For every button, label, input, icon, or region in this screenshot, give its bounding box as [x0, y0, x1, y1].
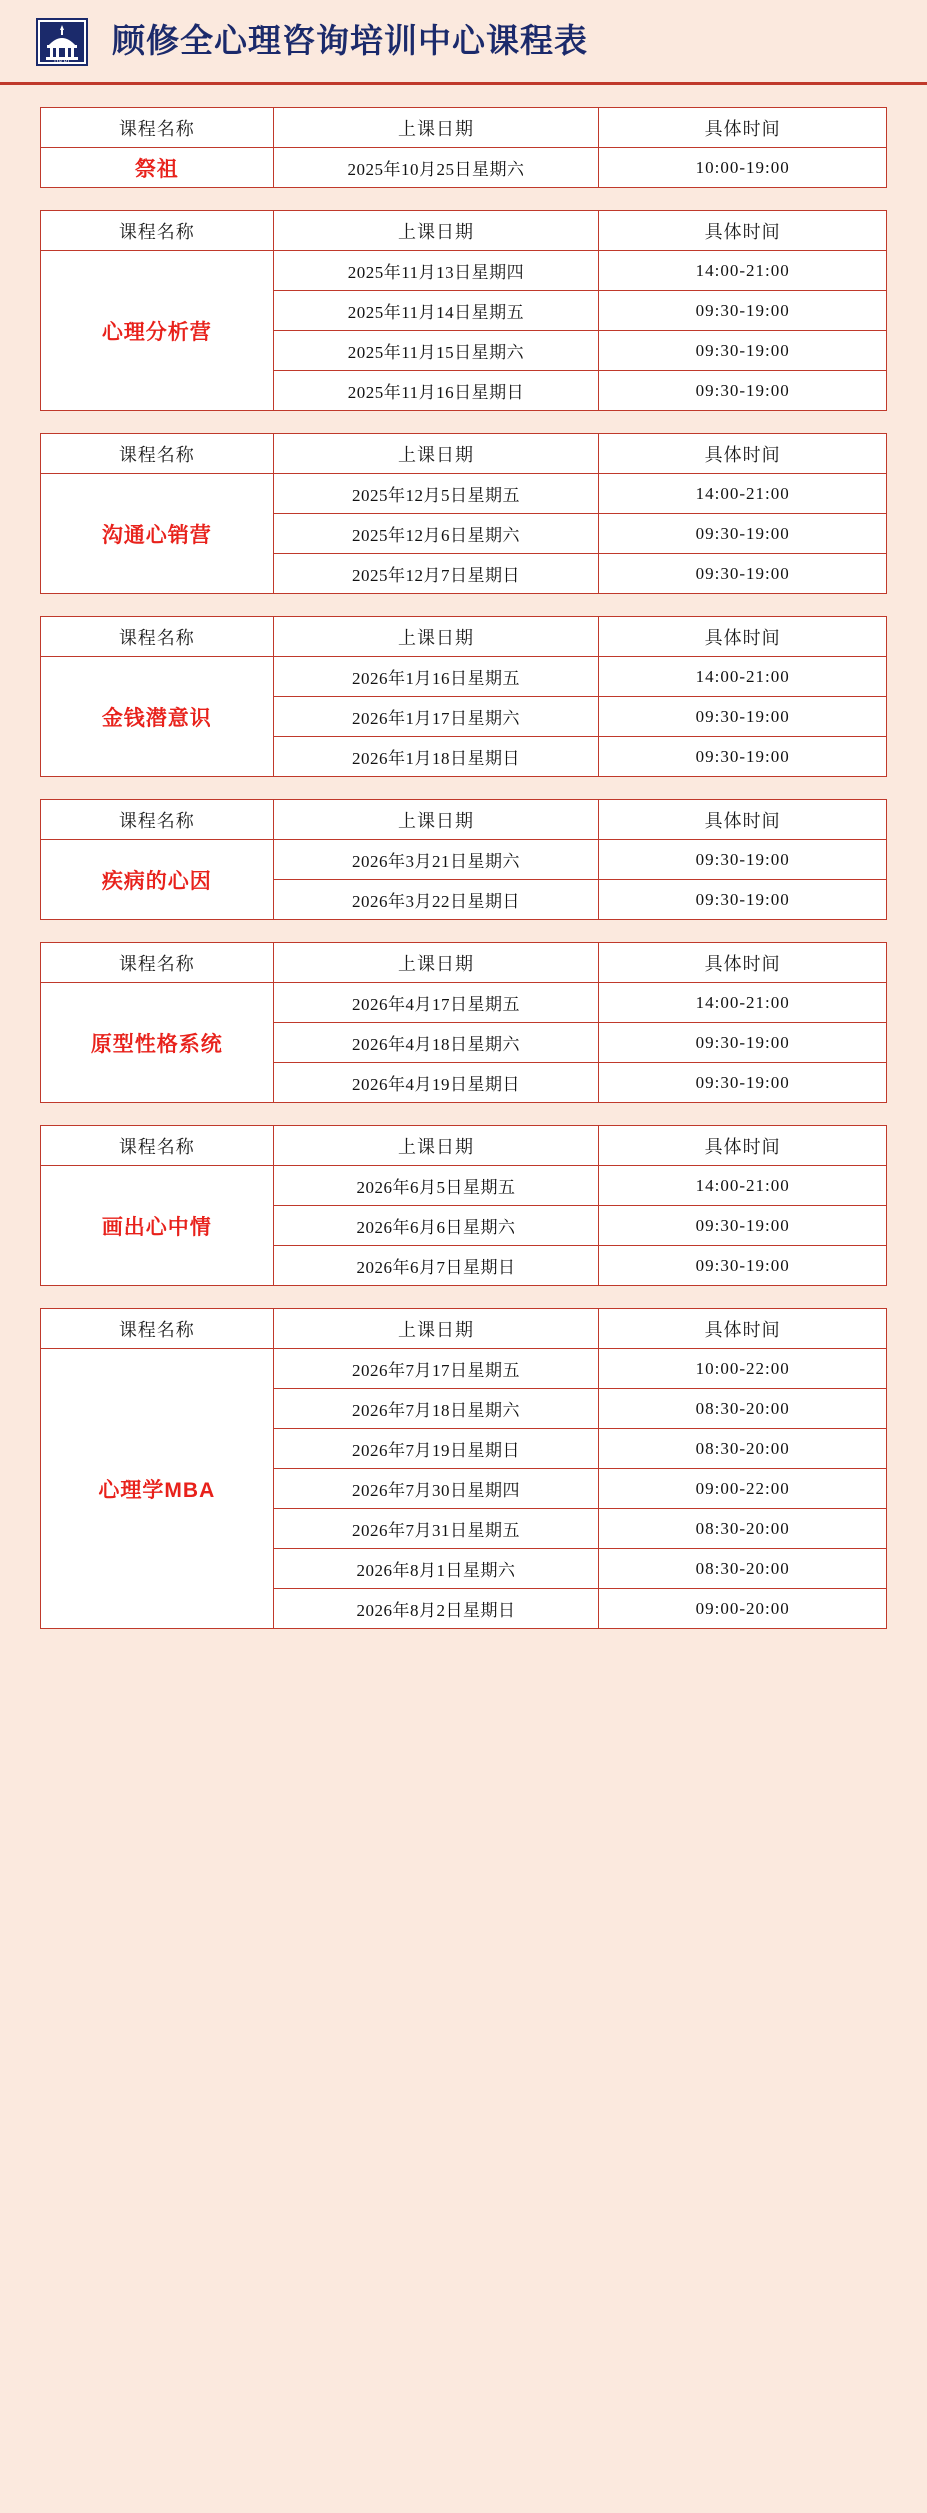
session-date: 2026年8月1日星期六 — [273, 1549, 599, 1589]
column-header-time: 具体时间 — [599, 1309, 887, 1349]
session-time: 09:30-19:00 — [599, 697, 887, 737]
session-date: 2026年8月2日星期日 — [273, 1589, 599, 1629]
session-time: 09:30-19:00 — [599, 840, 887, 880]
column-header-date: 上课日期 — [273, 1309, 599, 1349]
course-table — [40, 616, 887, 777]
column-header-name: 课程名称 — [41, 800, 274, 840]
session-time: 09:30-19:00 — [599, 1206, 887, 1246]
session-date: 2026年4月17日星期五 — [273, 983, 599, 1023]
session-time: 08:30-20:00 — [599, 1549, 887, 1589]
session-date: 2025年12月6日星期六 — [273, 514, 599, 554]
table-header-row — [41, 943, 887, 983]
session-date: 2026年7月30日星期四 — [273, 1469, 599, 1509]
session-date: 2025年12月5日星期五 — [273, 474, 599, 514]
session-date: 2025年12月7日星期日 — [273, 554, 599, 594]
course-name: 祭祖 — [41, 148, 274, 188]
session-date: 2026年6月5日星期五 — [273, 1166, 599, 1206]
session-time: 09:30-19:00 — [599, 1023, 887, 1063]
table-header-row — [41, 617, 887, 657]
table-header-row — [41, 108, 887, 148]
column-header-name: 课程名称 — [41, 211, 274, 251]
session-time: 09:00-22:00 — [599, 1469, 887, 1509]
column-header-time: 具体时间 — [599, 211, 887, 251]
session-time: 14:00-21:00 — [599, 657, 887, 697]
column-header-date: 上课日期 — [273, 617, 599, 657]
course-table — [40, 1125, 887, 1286]
session-date: 2026年1月16日星期五 — [273, 657, 599, 697]
session-date: 2026年3月21日星期六 — [273, 840, 599, 880]
institute-logo-icon — [28, 12, 96, 72]
column-header-name: 课程名称 — [41, 1309, 274, 1349]
course-name: 沟通心销营 — [41, 474, 274, 594]
course-table — [40, 433, 887, 594]
table-header-row — [41, 800, 887, 840]
session-time: 09:00-20:00 — [599, 1589, 887, 1629]
table-row — [41, 1166, 887, 1206]
course-table — [40, 799, 887, 920]
session-date: 2026年6月6日星期六 — [273, 1206, 599, 1246]
session-date: 2026年4月19日星期日 — [273, 1063, 599, 1103]
column-header-time: 具体时间 — [599, 800, 887, 840]
session-time: 14:00-21:00 — [599, 474, 887, 514]
column-header-date: 上课日期 — [273, 800, 599, 840]
session-date: 2025年11月14日星期五 — [273, 291, 599, 331]
table-row — [41, 1349, 887, 1389]
table-row — [41, 983, 887, 1023]
course-name: 疾病的心因 — [41, 840, 274, 920]
column-header-time: 具体时间 — [599, 1126, 887, 1166]
session-time: 09:30-19:00 — [599, 331, 887, 371]
column-header-name: 课程名称 — [41, 1126, 274, 1166]
course-name: 心理分析营 — [41, 251, 274, 411]
session-time: 09:30-19:00 — [599, 1246, 887, 1286]
course-table — [40, 107, 887, 188]
session-date: 2025年11月15日星期六 — [273, 331, 599, 371]
session-time: 14:00-21:00 — [599, 251, 887, 291]
table-row — [41, 251, 887, 291]
column-header-date: 上课日期 — [273, 943, 599, 983]
column-header-name: 课程名称 — [41, 108, 274, 148]
session-time: 09:30-19:00 — [599, 737, 887, 777]
table-header-row — [41, 211, 887, 251]
page-title: 顾修全心理咨询培训中心课程表 — [112, 23, 588, 60]
session-date: 2026年7月19日星期日 — [273, 1429, 599, 1469]
page-header — [0, 0, 927, 85]
course-table — [40, 942, 887, 1103]
table-row — [41, 657, 887, 697]
session-time: 14:00-21:00 — [599, 1166, 887, 1206]
column-header-name: 课程名称 — [41, 434, 274, 474]
session-time: 08:30-20:00 — [599, 1509, 887, 1549]
session-time: 09:30-19:00 — [599, 880, 887, 920]
column-header-date: 上课日期 — [273, 211, 599, 251]
session-date: 2026年4月18日星期六 — [273, 1023, 599, 1063]
column-header-name: 课程名称 — [41, 943, 274, 983]
session-time: 09:30-19:00 — [599, 554, 887, 594]
column-header-name: 课程名称 — [41, 617, 274, 657]
session-date: 2026年6月7日星期日 — [273, 1246, 599, 1286]
table-header-row — [41, 434, 887, 474]
session-time: 09:30-19:00 — [599, 1063, 887, 1103]
course-table — [40, 210, 887, 411]
table-header-row — [41, 1126, 887, 1166]
table-row — [41, 148, 887, 188]
session-time: 10:00-19:00 — [599, 148, 887, 188]
session-date: 2025年10月25日星期六 — [273, 148, 599, 188]
course-tables-container — [0, 85, 927, 1681]
svg-text:DKPI: DKPI — [53, 59, 71, 66]
column-header-time: 具体时间 — [599, 617, 887, 657]
session-time: 08:30-20:00 — [599, 1429, 887, 1469]
table-row — [41, 840, 887, 880]
session-date: 2026年1月18日星期日 — [273, 737, 599, 777]
session-date: 2026年7月31日星期五 — [273, 1509, 599, 1549]
session-date: 2025年11月16日星期日 — [273, 371, 599, 411]
column-header-date: 上课日期 — [273, 108, 599, 148]
session-time: 14:00-21:00 — [599, 983, 887, 1023]
session-time: 10:00-22:00 — [599, 1349, 887, 1389]
course-name: 金钱潜意识 — [41, 657, 274, 777]
column-header-time: 具体时间 — [599, 434, 887, 474]
column-header-time: 具体时间 — [599, 943, 887, 983]
session-date: 2026年7月18日星期六 — [273, 1389, 599, 1429]
session-time: 08:30-20:00 — [599, 1389, 887, 1429]
session-date: 2026年1月17日星期六 — [273, 697, 599, 737]
column-header-date: 上课日期 — [273, 1126, 599, 1166]
column-header-date: 上课日期 — [273, 434, 599, 474]
course-table — [40, 1308, 887, 1629]
column-header-time: 具体时间 — [599, 108, 887, 148]
session-time: 09:30-19:00 — [599, 291, 887, 331]
course-name: 原型性格系统 — [41, 983, 274, 1103]
session-date: 2026年7月17日星期五 — [273, 1349, 599, 1389]
session-time: 09:30-19:00 — [599, 514, 887, 554]
session-time: 09:30-19:00 — [599, 371, 887, 411]
session-date: 2026年3月22日星期日 — [273, 880, 599, 920]
session-date: 2025年11月13日星期四 — [273, 251, 599, 291]
table-header-row — [41, 1309, 887, 1349]
course-name: 画出心中情 — [41, 1166, 274, 1286]
course-name: 心理学MBA — [41, 1349, 274, 1629]
table-row — [41, 474, 887, 514]
